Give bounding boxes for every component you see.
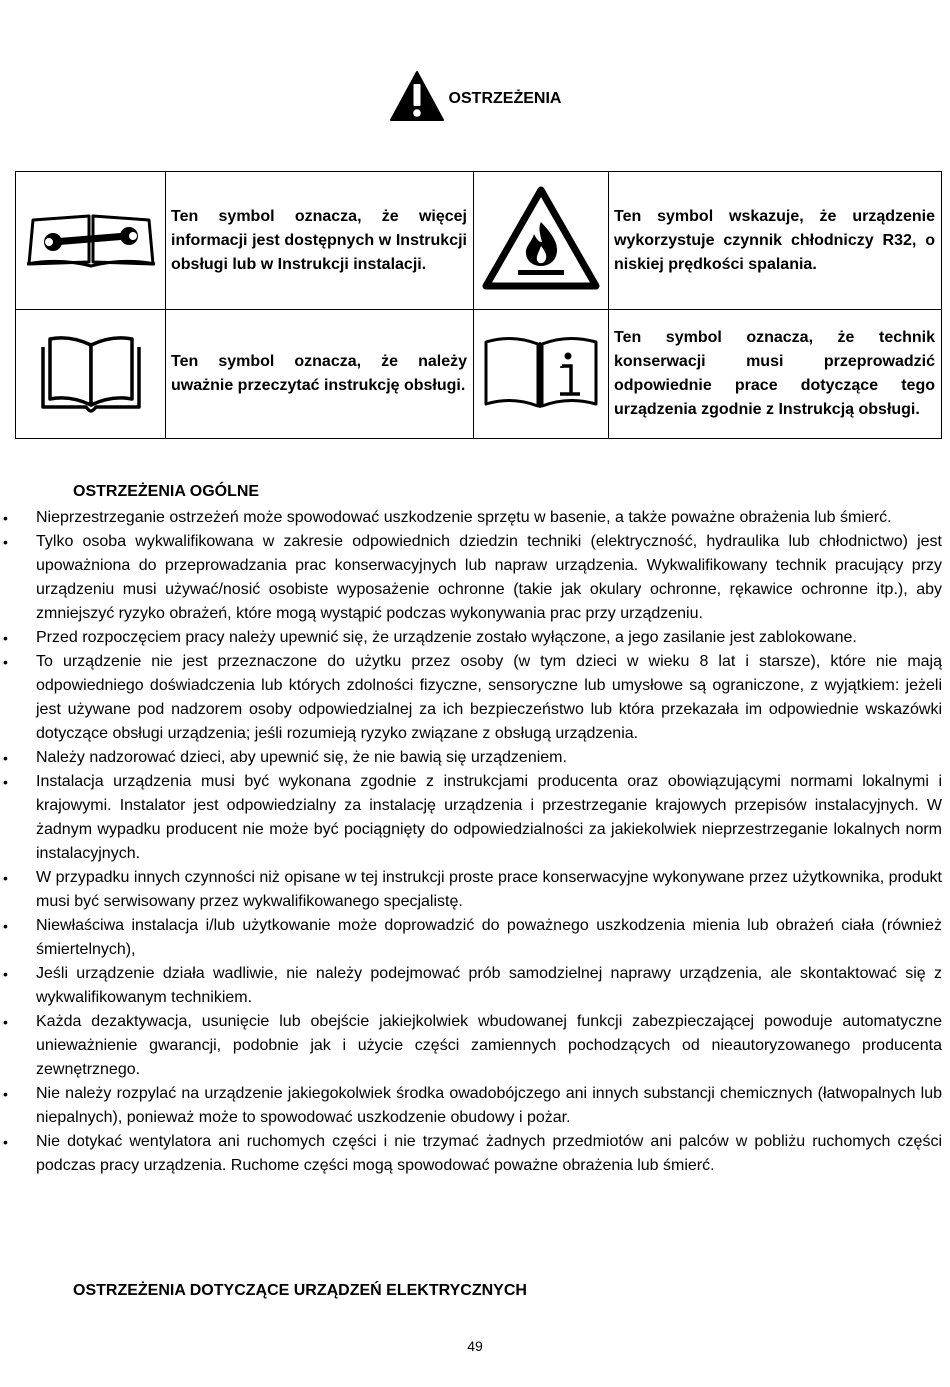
list-item: • Tylko osoba wykwalifikowana w zakresie odpowiednich dziedzin techniki (elektryczność, hydraulika lub chłodnictwo) jest upoważniona do przeprowadzania prac konserwacyjnych lub napraw urządzenia. Wykwalifikowany technik pracujący przy urządzeniu musi używać/nosić osobiste wyposażenie ochronne (takie jak okulary ochronne, rękawice ochronne itp.), aby zmniejszyć ryzyko obrażeń, które mogą wystąpić podczas wykonywania prac przy urządzeniu. xyxy=(0,530,942,626)
flammable-warning-icon xyxy=(482,277,600,294)
page-title: OSTRZEŻENIA xyxy=(448,89,562,107)
list-item: • To urządzenie nie jest przeznaczone do użytku przez osoby (w tym dzieci w wieku 8 lat i starsze), które nie mają odpowiedniego doświadczenia lub których zdolności fizyczne, sensoryczne lub umysłowe są ograniczone, z wyjątkiem: jeżeli jest używane pod nadzorem osoby odpowiedzialnej za ich bezpieczeństwo lub która przekazała im odpowiednie wskazówki dotyczące obsługi urządzenia; jeśli rozumieją ryzyko związane z obsługą urządzenia. xyxy=(0,650,942,746)
symbol-icon-cell xyxy=(474,310,609,439)
list-item: • Nieprzestrzeganie ostrzeżeń może spowodować uszkodzenie sprzętu w basenie, a także poważne obrażenia lub śmierć. xyxy=(0,506,942,530)
list-item: • Jeśli urządzenie działa wadliwie, nie należy podejmować prób samodzielnej naprawy urządzenia, ale skontaktować się z wykwalifikowanym technikiem. xyxy=(0,962,942,1010)
symbol-description: Ten symbol wskazuje, że urządzenie wykorzystuje czynnik chłodniczy R32, o niskiej prędkości spalania. xyxy=(609,172,942,310)
electrical-warnings-heading: OSTRZEŻENIA DOTYCZĄCE URZĄDZEŃ ELEKTRYCZNYCH xyxy=(73,1282,527,1299)
general-warnings-heading: OSTRZEŻENIA OGÓLNE xyxy=(73,483,260,500)
list-item: • Nie należy rozpylać na urządzenie jakiegokolwiek środka owadobójczego ani innych substancji chemicznych (łatwopalnych lub niepalnych), ponieważ może to spowodować uszkodzenie obudowy i pożar. xyxy=(0,1082,942,1130)
list-item: • W przypadku innych czynności niż opisane w tej instrukcji proste prace konserwacyjne wykonywane przez użytkownika, produkt musi być serwisowany przez wykwalifikowanego specjalistę. xyxy=(0,866,942,914)
list-item: • Nie dotykać wentylatora ani ruchomych części i nie trzymać żadnych przedmiotów ani palców w pobliżu ruchomych części podczas pracy urządzenia. Ruchome części mogą spowodować poważne obrażenia lub śmierć. xyxy=(0,1130,942,1178)
page-number: 49 xyxy=(467,1338,483,1354)
list-item: • Instalacja urządzenia musi być wykonana zgodnie z instrukcjami producenta oraz obowiązującymi normami lokalnymi i krajowymi. Instalator jest odpowiedzialny za instalację urządzenia i przestrzeganie krajowych przepisów instalacyjnych. W żadnym wypadku producent nie może być pociągnięty do odpowiedzialności za jakiekolwiek nieprzestrzeganie lokalnych norm instalacyjnych. xyxy=(0,770,942,866)
symbols-table xyxy=(15,171,942,439)
list-item: • Należy nadzorować dzieci, aby upewnić się, że nie bawią się urządzeniem. xyxy=(0,746,942,770)
info-manual-icon xyxy=(482,397,600,414)
list-item: • Każda dezaktywacja, usunięcie lub obejście jakiejkolwiek wbudowanej funkcji zabezpieczającej powoduje automatyczne unieważnienie gwarancji, podobnie jak i użycie części zamiennych pochodzących od nieautoryzowanego producenta zewnętrznego. xyxy=(0,1010,942,1082)
symbol-icon-cell xyxy=(16,172,166,310)
symbol-description: Ten symbol oznacza, że więcej informacji jest dostępnych w Instrukcji obsługi lub w Instrukcji instalacji. xyxy=(166,172,474,310)
symbol-icon-cell xyxy=(16,310,166,439)
list-item: • Przed rozpoczęciem pracy należy upewnić się, że urządzenie zostało wyłączone, a jego zasilanie jest zablokowane. xyxy=(0,626,942,650)
book-wrench-icon xyxy=(23,257,159,274)
symbol-description: Ten symbol oznacza, że technik konserwacji musi przeprowadzić odpowiednie prace dotyczące tego urządzenia zgodnie z Instrukcją obsługi. xyxy=(609,310,942,439)
general-warnings-list xyxy=(0,506,942,1178)
warning-triangle-icon xyxy=(389,70,445,127)
open-manual-icon xyxy=(38,400,144,417)
page-header xyxy=(0,70,950,127)
symbol-icon-cell xyxy=(474,172,609,310)
symbol-description: Ten symbol oznacza, że należy uważnie przeczytać instrukcję obsługi. xyxy=(166,310,474,439)
list-item: • Niewłaściwa instalacja i/lub użytkowanie może doprowadzić do poważnego uszkodzenia mienia lub obrażeń ciała (również śmiertelnych), xyxy=(0,914,942,962)
